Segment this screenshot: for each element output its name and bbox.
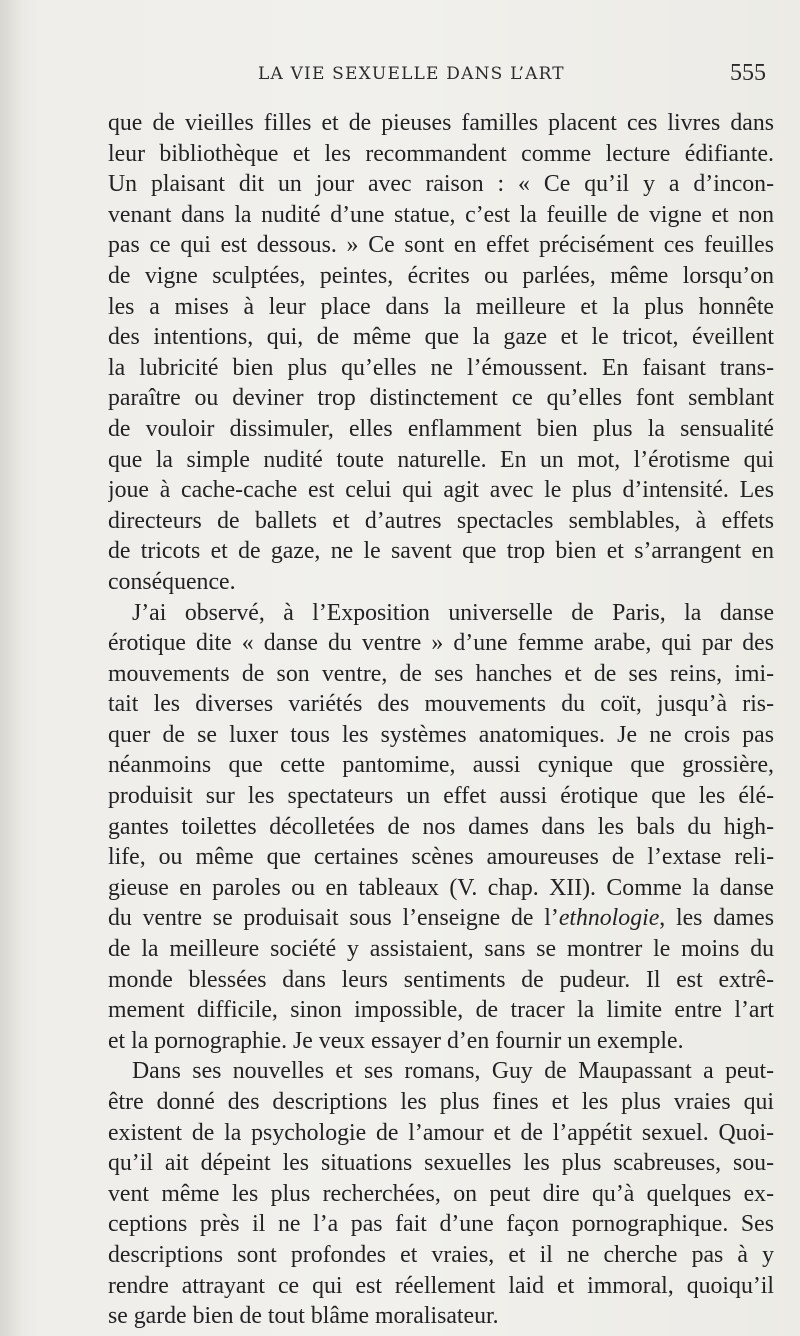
running-title: LA VIE SEXUELLE DANS L’ART [258, 64, 565, 84]
page-number: 555 [730, 60, 766, 86]
text-line: être donné des descriptions les plus fines et les plus vraies qui [108, 1089, 774, 1115]
text-line: ceptions près il ne l’a pas fait d’une façon pornographique. Ses [108, 1211, 774, 1238]
text-line: Un plaisant dit un jour avec raison : « Ce qu’il y a d’incon- [108, 171, 774, 198]
text-line: gieuse en paroles ou en tableaux (V. chap. XII). Comme la danse [108, 874, 774, 901]
text-line: mouvements de son ventre, de ses hanches et de ses reins, imi- [108, 660, 774, 687]
text-line: directeurs de ballets et d’autres spectacles semblables, à effets [108, 507, 774, 534]
text-line: joue à cache-cache est celui qui agit avec le plus d’intensité. Les [108, 477, 774, 504]
text-line: qu’il ait dépeint les situations sexuelles les plus scabreuses, sou- [108, 1150, 774, 1177]
text-line: life, ou même que certaines scènes amoureuses de l’extase reli- [108, 844, 774, 871]
text-line: néanmoins que cette pantomime, aussi cynique que grossière, [108, 752, 774, 779]
paragraph [108, 1056, 774, 1331]
body-text [108, 108, 774, 1332]
text-line: de vouloir dissimuler, elles enflamment bien plus la sensualité [108, 415, 774, 442]
text-line: de la meilleure société y assistaient, sans se montrer le moins du [108, 936, 774, 963]
text-line: quer de se luxer tous les systèmes anatomiques. Je ne crois pas [108, 721, 774, 748]
text-line: que de vieilles filles et de pieuses familles placent ces livres dans [108, 110, 774, 136]
text-line: venant dans la nudité d’une statue, c’est la feuille de vigne et non [108, 201, 774, 228]
text-line: monde blessées dans leurs sentiments de pudeur. Il est extrê- [108, 966, 774, 993]
text-line: de vigne sculptées, peintes, écrites ou parlées, même lorsqu’on [108, 262, 774, 289]
text-line: se garde bien de tout blâme moralisateur. [108, 1303, 499, 1330]
text-line: mement difficile, sinon impossible, de tracer la limite entre l’art [108, 997, 774, 1024]
text-line: vent même les plus recherchées, on peut dire qu’à quelques ex- [108, 1180, 774, 1207]
text-line: Dans ses nouvelles et ses romans, Guy de Maupassant a peut- [132, 1058, 774, 1085]
text-line: paraître ou deviner trop distinctement ce qu’elles font semblant [108, 385, 774, 412]
text-line: leur bibliothèque et les recommandent comme lecture édifiante. [108, 140, 774, 167]
text-line: des intentions, qui, de même que la gaze et le tricot, éveillent [108, 324, 774, 351]
text-line: de tricots et de gaze, ne le savent que trop bien et s’arrangent en [108, 538, 774, 565]
text-line: les a mises à leur place dans la meilleure et la plus honnête [108, 293, 774, 320]
text-line: conséquence. [108, 568, 236, 595]
text-line: du ventre se produisait sous l’enseigne de l’ethnologie, les dames [108, 905, 774, 932]
text-line: tait les diverses variétés des mouvements du coït, jusqu’à ris- [108, 691, 774, 718]
page-header [108, 60, 770, 100]
text-line: que la simple nudité toute naturelle. En un mot, l’érotisme qui [108, 446, 774, 473]
text-line: rendre attrayant ce qui est réellement laid et immoral, quoiqu’il [108, 1272, 774, 1299]
text-line: érotique dite « danse du ventre » d’une femme arabe, qui par des [108, 630, 774, 657]
paragraph [108, 598, 774, 1057]
text-line: produisit sur les spectateurs un effet aussi érotique que les élé- [108, 783, 774, 810]
paragraph [108, 108, 774, 598]
text-line: existent de la psychologie de l’amour et de l’appétit sexuel. Quoi- [108, 1119, 774, 1146]
text-line: J’ai observé, à l’Exposition universelle de Paris, la danse [132, 599, 774, 626]
text-line: pas ce qui est dessous. » Ce sont en effet précisément ces feuilles [108, 232, 774, 259]
text-line: et la pornographie. Je veux essayer d’en fournir un exemple. [108, 1027, 684, 1054]
text-line: descriptions sont profondes et vraies, et il ne cherche pas à y [108, 1241, 774, 1268]
text-line: la lubricité bien plus qu’elles ne l’émoussent. En faisant trans- [108, 354, 774, 381]
text-line: gantes toilettes décolletées de nos dames dans les bals du high- [108, 813, 774, 840]
page-gutter-shadow [0, 0, 22, 1336]
